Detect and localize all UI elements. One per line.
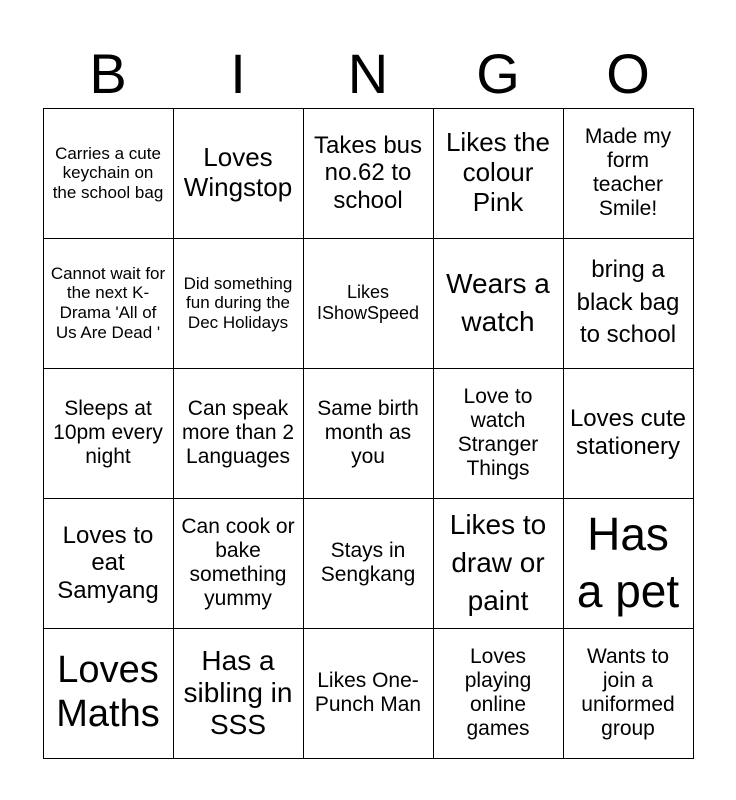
bingo-cell[interactable]: Can speak more than 2 Languages xyxy=(173,368,304,499)
header-letter-n: N xyxy=(347,42,389,105)
bingo-cell[interactable]: Wants to join a uniformed group xyxy=(563,628,694,759)
bingo-cell[interactable]: Love to watch Stranger Things xyxy=(433,368,564,499)
bingo-cell[interactable]: Loves Wingstop xyxy=(173,108,304,239)
header-letter-g: G xyxy=(476,42,520,105)
bingo-cell[interactable]: Cannot wait for the next K-Drama 'All of Us Are Dead ' xyxy=(43,238,174,369)
bingo-cell[interactable]: Takes bus no.62 to school xyxy=(303,108,434,239)
bingo-cell[interactable]: Wears a watch xyxy=(433,238,564,369)
header-letter-b: B xyxy=(89,42,127,105)
bingo-header xyxy=(43,40,693,108)
bingo-cell[interactable]: Likes the colour Pink xyxy=(433,108,564,239)
bingo-cell[interactable]: Has a pet xyxy=(563,498,694,629)
bingo-cell[interactable]: Likes IShowSpeed xyxy=(303,238,434,369)
bingo-cell[interactable]: Can cook or bake something yummy xyxy=(173,498,304,629)
bingo-cell[interactable]: Made my form teacher Smile! xyxy=(563,108,694,239)
bingo-cell[interactable]: bring a black bag to school xyxy=(563,238,694,369)
header-letter-o: O xyxy=(606,42,650,105)
bingo-cell[interactable]: Likes One-Punch Man xyxy=(303,628,434,759)
bingo-cell[interactable]: Loves Maths xyxy=(43,628,174,759)
header-letter-i: I xyxy=(230,42,246,105)
bingo-cell[interactable]: Stays in Sengkang xyxy=(303,498,434,629)
bingo-cell[interactable]: Loves playing online games xyxy=(433,628,564,759)
bingo-cell[interactable]: Same birth month as you xyxy=(303,368,434,499)
bingo-cell[interactable]: Has a sibling in SSS xyxy=(173,628,304,759)
bingo-cell[interactable]: Sleeps at 10pm every night xyxy=(43,368,174,499)
bingo-cell[interactable]: Likes to draw or paint xyxy=(433,498,564,629)
bingo-cell[interactable]: Loves to eat Samyang xyxy=(43,498,174,629)
bingo-grid xyxy=(43,108,693,758)
bingo-cell[interactable]: Carries a cute keychain on the school bag xyxy=(43,108,174,239)
bingo-cell[interactable]: Did something fun during the Dec Holidays xyxy=(173,238,304,369)
bingo-cell[interactable]: Loves cute stationery xyxy=(563,368,694,499)
